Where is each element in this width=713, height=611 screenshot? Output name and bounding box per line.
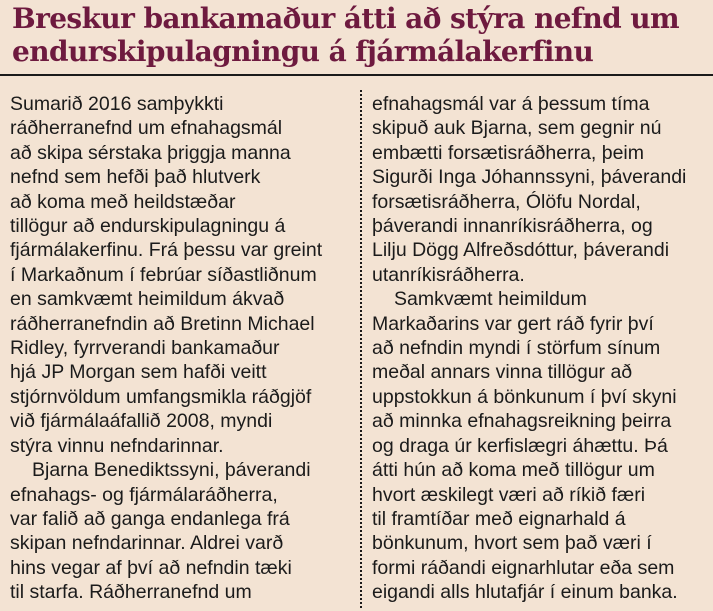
text-line: og draga úr kerfislægri áhættu. Þá	[372, 434, 668, 457]
text-line: utanríkisráðherra.	[372, 263, 525, 286]
text-line: þáverandi innanríkisráðherra, og	[372, 215, 653, 238]
text-line: forsætisráðherra, Ólöfu Nordal,	[372, 190, 641, 213]
text-line: Sigurði Inga Jóhannssyni, þáverandi	[372, 166, 687, 189]
text-line: Markaðarins var gert ráð fyrir því	[372, 312, 654, 335]
headline-line: endurskipulagningu á fjármálakerfinu	[12, 35, 594, 68]
text-line: stýra vinnu nefndarinnar.	[10, 434, 224, 457]
text-line: stjórnvöldum umfangsmikla ráðgjöf	[10, 385, 312, 408]
headline-divider-rule	[0, 74, 713, 76]
text-line: en samkvæmt heimildum ákvað	[10, 288, 285, 311]
text-line: að nefndin myndi í störfum sínum	[372, 337, 661, 360]
text-line: að minnka efnahagsreikning þeirra	[372, 410, 672, 433]
text-line: skipuð auk Bjarna, sem gegnir nú	[372, 117, 662, 140]
text-line: eigandi alls hlutafjár í einum banka.	[372, 581, 678, 604]
text-line: tillögur að endurskipulagningu á	[10, 215, 286, 238]
text-line: nefnd sem hefði það hlutverk	[10, 166, 261, 189]
article-headline	[12, 2, 702, 68]
article-column-left	[10, 92, 355, 605]
text-line: Sumarið 2016 samþykkti	[10, 93, 224, 115]
headline-line: Breskur bankamaður átti að stýra nefnd um	[12, 2, 680, 35]
paragraph-start-line: Bjarna Benediktssyni, þáverandi	[32, 459, 311, 482]
text-line: hins vegar af því að nefndin tæki	[10, 556, 292, 579]
text-line: bönkunum, hvort sem það væri í	[372, 532, 652, 555]
text-line: til starfa. Ráðherranefnd um	[10, 581, 252, 604]
text-line: að skipa sérstaka þriggja manna	[10, 141, 291, 164]
paragraph-start-line: Samkvæmt heimildum	[394, 288, 587, 311]
text-line: til framtíðar með eignarhald á	[372, 507, 626, 530]
text-line: Lilju Dögg Alfreðsdóttur, þáverandi	[372, 239, 670, 262]
text-line: ráðherranefndin að Bretinn Michael	[10, 312, 315, 335]
text-line: var falið að ganga endanlega frá	[10, 507, 290, 530]
text-line: efnahags- og fjármálaráðherra,	[10, 483, 278, 506]
article-column-right	[372, 92, 704, 605]
column-divider	[360, 90, 362, 608]
text-line: meðal annars vinna tillögur að	[372, 361, 633, 384]
text-line: embætti forsætisráðherra, þeim	[372, 141, 645, 164]
text-line: hvort æskilegt væri að ríkið færi	[372, 483, 646, 506]
text-line: formi ráðandi eignarhlutar eða sem	[372, 556, 675, 579]
text-line: við fjármálaáfallið 2008, myndi	[10, 410, 273, 433]
text-line: Ridley, fyrrverandi bankamaður	[10, 337, 280, 360]
text-line: í Markaðnum í febrúar síðastliðnum	[10, 263, 317, 286]
text-line: hjá JP Morgan sem hafði veitt	[10, 361, 267, 384]
text-line: fjármálakerfinu. Frá þessu var greint	[10, 239, 323, 262]
text-line: átti hún að koma með tillögur um	[372, 459, 655, 482]
text-line: efnahagsmál var á þessum tíma	[372, 93, 650, 115]
text-line: uppstokkun á bönkunum í því skyni	[372, 385, 677, 408]
text-line: að koma með heildstæðar	[10, 190, 236, 213]
text-line: skipan nefndarinnar. Aldrei varð	[10, 532, 284, 555]
text-line: ráðherranefnd um efnahagsmál	[10, 117, 283, 140]
